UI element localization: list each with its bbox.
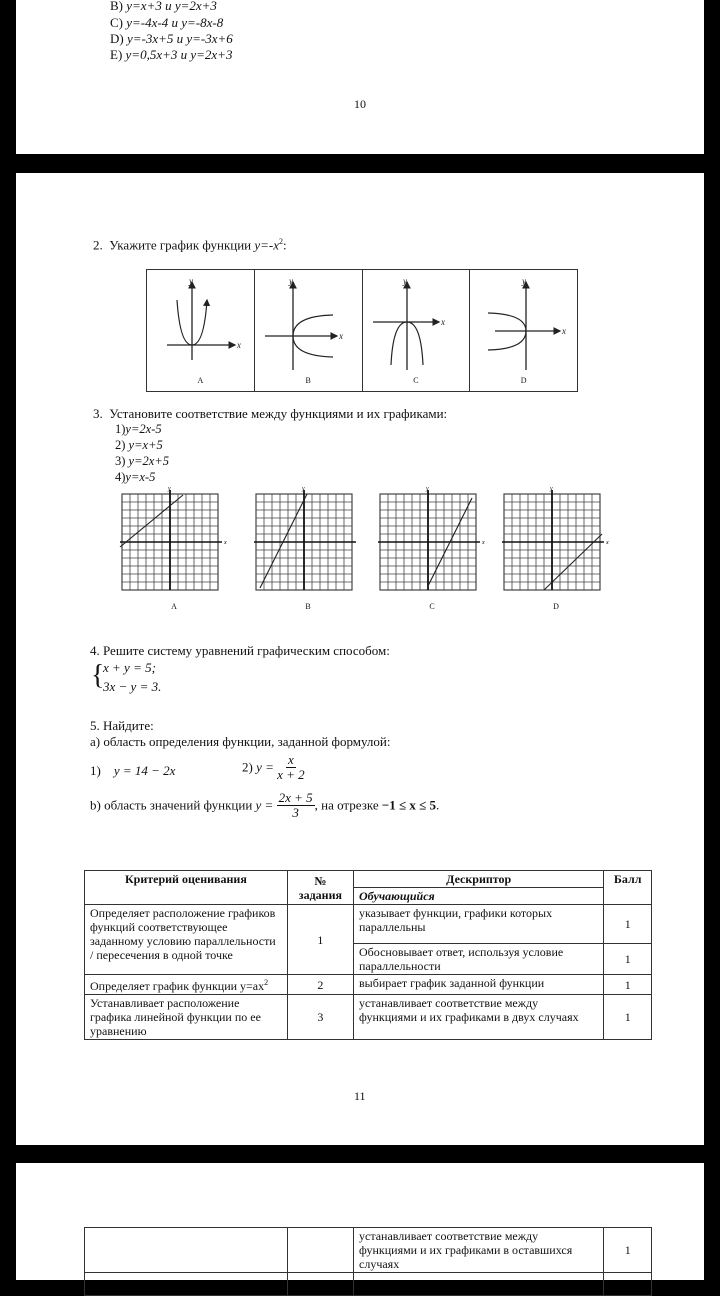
question-2-graph-options xyxy=(146,269,578,392)
task-number-cell: 1 xyxy=(287,905,353,975)
header-score: Балл xyxy=(604,871,652,905)
function-1: 1)y=2x-5 xyxy=(115,422,162,436)
graph-label: B xyxy=(305,376,311,385)
parabola-left-icon xyxy=(470,270,576,391)
svg-text:x: x xyxy=(562,326,567,336)
document-page-12 xyxy=(16,1163,704,1280)
question-2-title: 2. Укажите график функции $y=-x^2$: xyxy=(93,237,287,253)
assessment-criteria-table-continued xyxy=(84,1227,652,1296)
question-5b: b) область значений функции y = $\frac{2x + 5}{3}$ , на отрезке −1 ≤ x ≤ 5. xyxy=(90,790,440,820)
graph-option-c[interactable] xyxy=(363,270,471,391)
coordinate-grid-icon xyxy=(118,486,230,598)
brace-icon: { xyxy=(91,660,105,691)
graph-label: C xyxy=(429,602,435,611)
question-5a: а) область определения функции, заданной формулой: xyxy=(90,734,391,749)
coordinate-grid-icon xyxy=(500,486,612,598)
table-row xyxy=(85,1228,652,1273)
equation-2: 3x − y = 3. xyxy=(103,679,162,694)
equation-1: x + y = 5; xyxy=(103,660,156,675)
criterion-cell xyxy=(85,1228,288,1273)
header-task-number: № задания xyxy=(287,871,353,905)
question-5a-1: 1) y = 14 − 2x xyxy=(90,763,176,778)
header-descriptor: Дескриптор xyxy=(354,871,604,888)
criterion-cell: Определяет график функции $y=ax^2$ xyxy=(85,975,288,995)
descriptor-cell: указывает функции, графики которых параллельны xyxy=(354,905,604,944)
score-cell: 1 xyxy=(604,995,652,1040)
task-number-cell xyxy=(287,1228,353,1273)
svg-text:y: y xyxy=(302,486,305,492)
line-graph-a[interactable] xyxy=(118,486,230,611)
page-number: 11 xyxy=(354,1089,366,1103)
line-graph-b[interactable] xyxy=(252,486,364,611)
svg-text:x: x xyxy=(224,540,227,546)
table-row xyxy=(85,975,652,995)
document-page-10 xyxy=(16,0,704,154)
coordinate-grid-icon xyxy=(376,486,488,598)
graph-label: D xyxy=(520,376,527,385)
svg-text:x: x xyxy=(606,540,609,546)
assessment-criteria-table xyxy=(84,870,652,1040)
answer-option-c: C) y=-4x-4 и y=-8x-8 xyxy=(110,15,224,30)
graph-label: C xyxy=(413,376,419,385)
table-row xyxy=(85,905,652,944)
svg-text:y: y xyxy=(402,276,407,286)
task-number-cell: 3 xyxy=(287,995,353,1040)
parabola-right-icon xyxy=(255,270,361,391)
svg-text:y: y xyxy=(550,486,553,492)
coordinate-grid-icon xyxy=(252,486,364,598)
question-3-title: 3. Установите соответствие между функциями и их графиками: xyxy=(93,406,448,421)
answer-option-d: D) y=-3x+5 и y=-3x+6 xyxy=(110,31,233,46)
descriptor-cell: устанавливает соответствие между функциями и их графиками в оставшихся случаях xyxy=(354,1228,604,1273)
score-cell: 1 xyxy=(604,905,652,944)
function-4: 4)y=x-5 xyxy=(115,470,156,484)
descriptor-cell: выбирает график заданной функции xyxy=(354,975,604,995)
graph-label: D xyxy=(553,602,559,611)
graph-option-a[interactable] xyxy=(147,270,255,391)
criterion-cell: Определяет расположение графиков функций соответствующее заданному условию параллельности / пересечения в одной точке xyxy=(85,905,288,975)
descriptor-cell: Обосновывает ответ, используя условие параллельности xyxy=(354,944,604,975)
page-number: 10 xyxy=(354,97,366,111)
line-graph-d[interactable] xyxy=(500,486,612,611)
header-learner: Обучающийся xyxy=(354,888,604,905)
answer-option-e: E) y=0,5x+3 и y=2x+3 xyxy=(110,47,233,62)
svg-text:y: y xyxy=(189,276,193,286)
graph-option-d[interactable] xyxy=(470,270,577,391)
svg-text:y: y xyxy=(288,276,293,286)
svg-text:x: x xyxy=(440,317,445,327)
svg-text:x: x xyxy=(482,540,485,546)
header-criterion: Критерий оценивания xyxy=(85,871,288,905)
question-5-title: 5. Найдите: xyxy=(90,718,154,733)
answer-option-b: B) y=x+3 и y=2x+3 xyxy=(110,0,217,13)
score-cell: 1 xyxy=(604,944,652,975)
score-cell: 1 xyxy=(604,1228,652,1273)
function-3: 3) y=2x+5 xyxy=(115,454,170,468)
criterion-cell: Устанавливает расположение графика линейной функции по ее уравнению xyxy=(85,995,288,1040)
graph-label: A xyxy=(197,376,204,385)
question-5a-2: 2) y = $\frac{x}{x + 2}$ xyxy=(242,752,305,782)
line-graph-c[interactable] xyxy=(376,486,488,611)
document-page-11 xyxy=(16,173,704,1145)
score-cell: 1 xyxy=(604,975,652,995)
svg-text:y: y xyxy=(522,276,527,286)
question-4-title: 4. Решите систему уравнений графическим способом: xyxy=(90,643,390,658)
svg-text:x: x xyxy=(338,331,343,341)
parabola-down-icon xyxy=(363,270,469,391)
descriptor-cell: устанавливает соответствие между функциями и их графиками в двух случаях xyxy=(354,995,604,1040)
graph-label: B xyxy=(305,602,311,611)
graph-label: A xyxy=(171,602,177,611)
table-row xyxy=(85,995,652,1040)
svg-text:y: y xyxy=(168,486,171,492)
svg-text:x: x xyxy=(237,340,241,350)
task-number-cell: 2 xyxy=(287,975,353,995)
function-2: 2) y=x+5 xyxy=(115,438,163,452)
graph-option-b[interactable] xyxy=(255,270,363,391)
parabola-up-icon xyxy=(147,270,253,391)
svg-text:y: y xyxy=(426,486,429,492)
